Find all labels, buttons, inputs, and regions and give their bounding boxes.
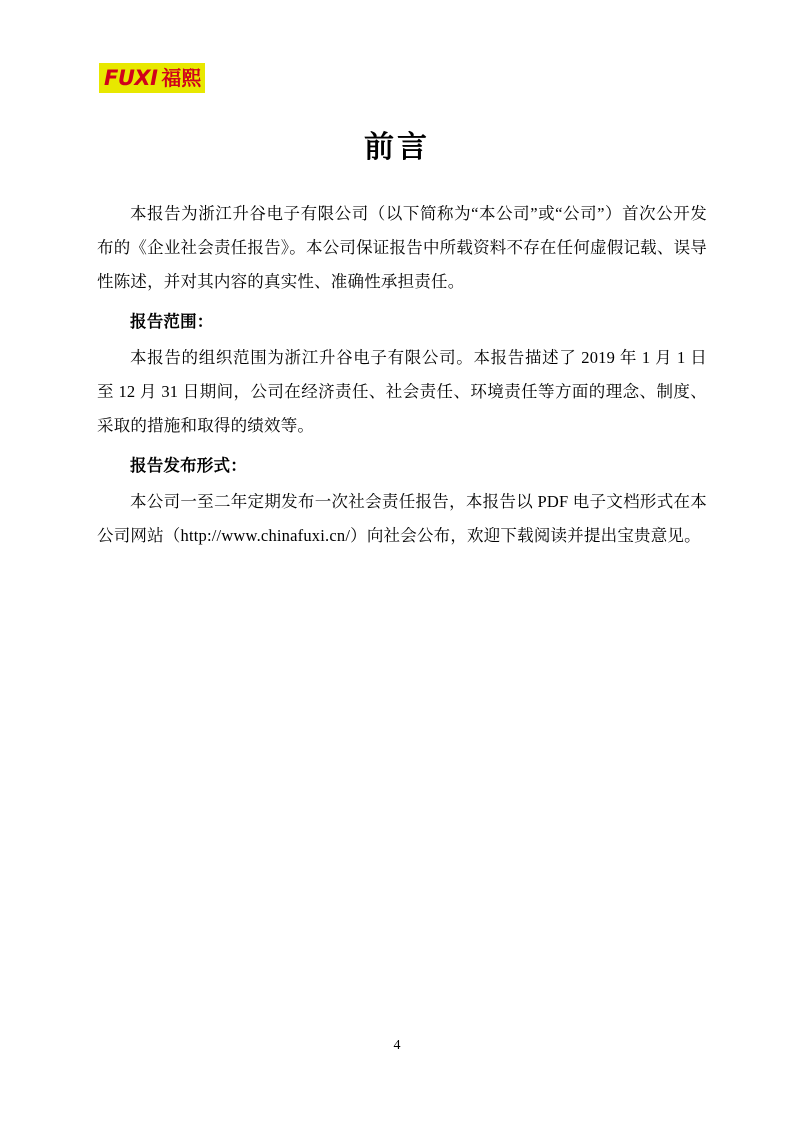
- logo-chinese-text: 福熙: [161, 63, 205, 93]
- heading-report-scope: 报告范围：: [130, 312, 214, 331]
- company-logo: [99, 63, 205, 93]
- paragraph-publication-form: 本公司一至二年定期发布一次社会责任报告，本报告以 PDF 电子文档形式在本公司网站（http://www.chinafuxi.cn/）向社会公布，欢迎下载阅读并提出宝贵意见。: [97, 492, 707, 545]
- logo-mark-text: FUXI: [99, 63, 161, 93]
- page-number: 4: [393, 1038, 401, 1053]
- page-title: 前言: [364, 131, 430, 164]
- heading-publication-form: 报告发布形式：: [130, 456, 247, 475]
- paragraph-report-scope: 本报告的组织范围为浙江升谷电子有限公司。本报告描述了 2019 年 1 月 1 日至 12 月 31 日期间，公司在经济责任、社会责任、环境责任等方面的理念、制度、采取的措施和取得的绩效等。: [97, 348, 707, 435]
- paragraph-intro: 本报告为浙江升谷电子有限公司（以下简称为“本公司”或“公司”）首次公开发布的《企业社会责任报告》。本公司保证报告中所载资料不存在任何虚假记载、误导性陈述，并对其内容的真实性、准确性承担责任。: [97, 204, 707, 291]
- body-content: [97, 197, 707, 558]
